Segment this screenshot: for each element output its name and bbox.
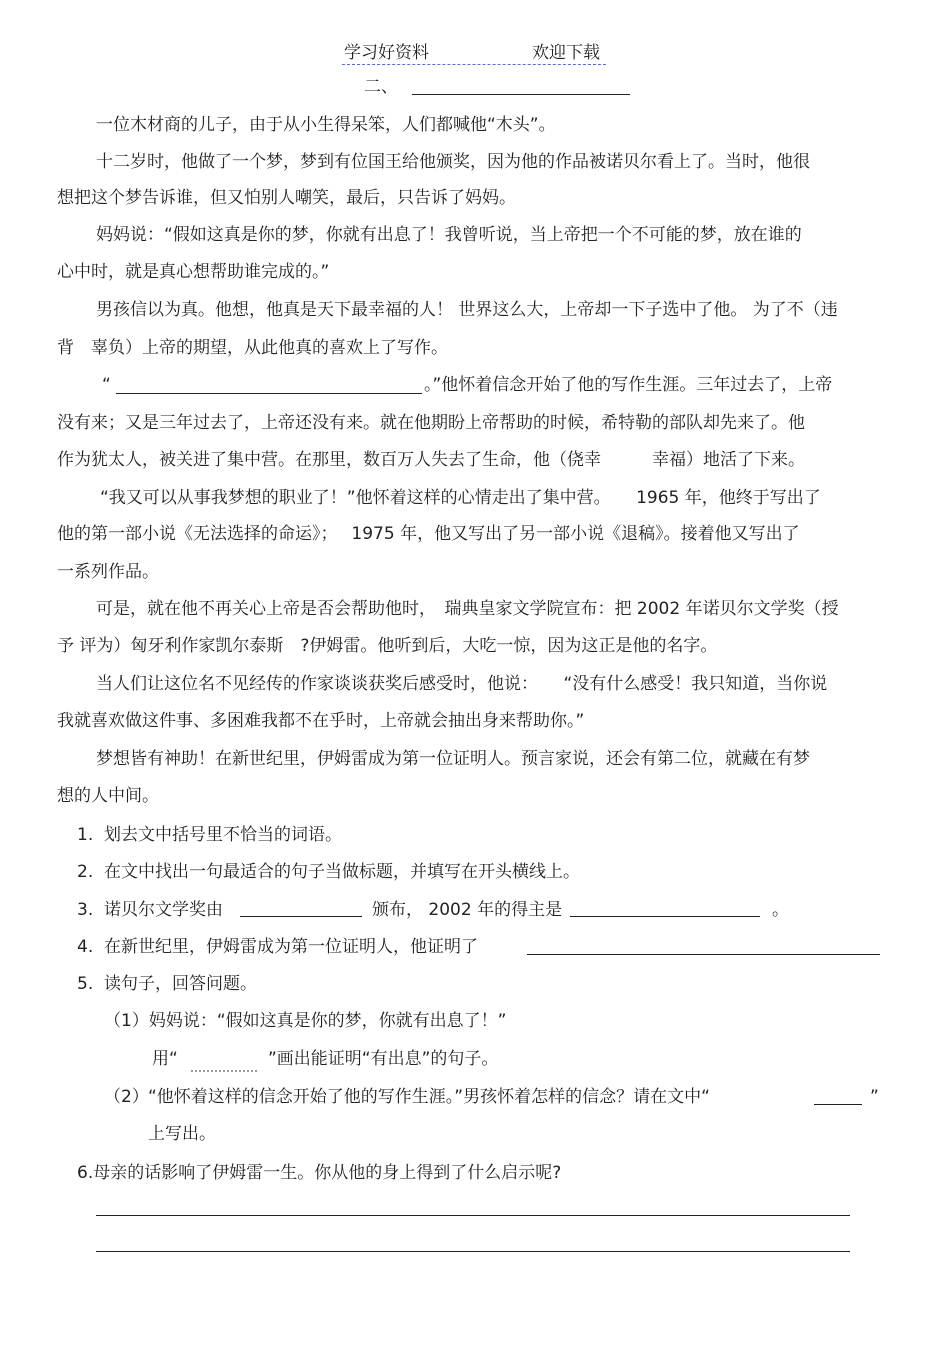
- winner-blank[interactable]: [570, 916, 760, 917]
- paragraph-line: 心中时，就是真心想帮助谁完成的。”: [57, 262, 330, 282]
- question-3-part-c: 。: [772, 900, 789, 920]
- paragraph-line: 男孩信以为真。他想，他真是天下最幸福的人！ 世界这么大，上帝却一下子选中了他。 为了不（违: [96, 300, 838, 320]
- paragraph-line: 想的人中间。: [57, 786, 159, 806]
- question-number: 2.: [77, 862, 94, 882]
- paragraph-line: 可是，就在他不再关心上帝是否会帮助他时， 瑞典皇家文学院宣布：把 2002 年诺贝尔文学奖（授: [96, 599, 839, 619]
- question-2: 在文中找出一句最适合的句子当做标题，并填写在开头横线上。: [104, 862, 580, 882]
- question-6: 6.母亲的话影响了伊姆雷一生。你从他的身上得到了什么启示呢?: [77, 1163, 562, 1183]
- question-number: 5.: [77, 974, 94, 994]
- paragraph-line: 十二岁时，他做了一个梦，梦到有位国王给他颁奖，因为他的作品被诺贝尔看上了。当时，他很: [96, 152, 810, 172]
- belief-blank[interactable]: [116, 393, 422, 394]
- question-3-part-b: 颁布， 2002 年的得主是: [372, 900, 563, 920]
- question-5-1-instruction-b: ”画出能证明“有出息”的句子。: [268, 1049, 499, 1069]
- question-5-1: （1）妈妈说：“假如这真是你的梦，你就有出息了！”: [104, 1011, 507, 1031]
- question-1: 划去文中括号里不恰当的词语。: [104, 825, 342, 845]
- paragraph-line: 。”他怀着信念开始了他的写作生涯。三年过去了，上帝: [424, 375, 833, 395]
- paragraph-line: 背 辜负）上帝的期望，从此他真的喜欢上了写作。: [57, 338, 448, 358]
- paragraph-line: 当人们让这位名不见经传的作家谈谈获奖后感受时，他说： “没有什么感受！我只知道，当你说: [96, 674, 828, 694]
- paragraph-line: 予 评为）匈牙利作家凯尔泰斯 ?伊姆雷。他听到后，大吃一惊，因为这正是他的名字。: [57, 636, 718, 656]
- wavy-line-sample: [191, 1066, 257, 1072]
- paragraph-line: 妈妈说：“假如这真是你的梦，你就有出息了！我曾听说，当上帝把一个不可能的梦，放在谁的: [96, 225, 802, 245]
- header-divider: [342, 64, 606, 65]
- question-5-2: “他怀着这样的信念开始了他的写作生涯。”男孩怀着怎样的信念？请在文中“: [148, 1087, 710, 1107]
- question-number: 1.: [77, 825, 94, 845]
- question-5: 读句子，回答问题。: [104, 974, 257, 994]
- quote-open: “: [102, 375, 111, 395]
- title-blank[interactable]: [412, 94, 630, 95]
- question-3-part-a: 诺贝尔文学奖由: [104, 900, 223, 920]
- paragraph-line: 他的第一部小说《无法选择的命运》； 1975 年，他又写出了另一部小说《退稿》。接着他又写出了: [57, 524, 800, 544]
- proof-blank[interactable]: [527, 954, 880, 955]
- answer-line[interactable]: [96, 1215, 850, 1216]
- paragraph-line: “我又可以从事我梦想的职业了！”他怀着这样的心情走出了集中营。 1965 年，他终于写出了: [100, 488, 821, 508]
- question-5-2-end: ”: [870, 1087, 879, 1107]
- paragraph-line: 想把这个梦告诉谁，但又怕别人嘲笑，最后，只告诉了妈妈。: [57, 188, 516, 208]
- question-5-1-instruction-a: 用“: [152, 1049, 178, 1069]
- paragraph-line: 一系列作品。: [57, 562, 159, 582]
- paragraph-line: 我就喜欢做这件事、多困难我都不在乎时，上帝就会抽出身来帮助你。”: [57, 711, 585, 731]
- question-5-2-instruction: 上写出。: [148, 1124, 216, 1144]
- paragraph-line: 作为犹太人，被关进了集中营。在那里，数百万人失去了生命，他（侥幸 幸福）地活了下来。: [57, 450, 805, 470]
- question-5-2-number: （2）: [104, 1087, 149, 1107]
- short-blank[interactable]: [814, 1104, 862, 1105]
- header-right: 欢迎下载: [532, 43, 600, 63]
- question-number: 4.: [77, 937, 94, 957]
- paragraph-line: 没有来；又是三年过去了，上帝还没有来。就在他期盼上帝帮助的时候，希特勒的部队却先来了。他: [57, 413, 805, 433]
- paragraph-line: 梦想皆有神助！在新世纪里，伊姆雷成为第一位证明人。预言家说，还会有第二位，就藏在有梦: [96, 749, 810, 769]
- section-label: 二、: [364, 77, 398, 97]
- question-4: 在新世纪里，伊姆雷成为第一位证明人，他证明了: [104, 937, 478, 957]
- header-left: 学习好资料: [344, 43, 429, 63]
- question-number: 3.: [77, 900, 94, 920]
- paragraph-line: 一位木材商的儿子，由于从小生得呆笨，人们都喊他“木头”。: [96, 115, 556, 135]
- answer-line[interactable]: [96, 1251, 850, 1252]
- issuer-blank[interactable]: [240, 916, 362, 917]
